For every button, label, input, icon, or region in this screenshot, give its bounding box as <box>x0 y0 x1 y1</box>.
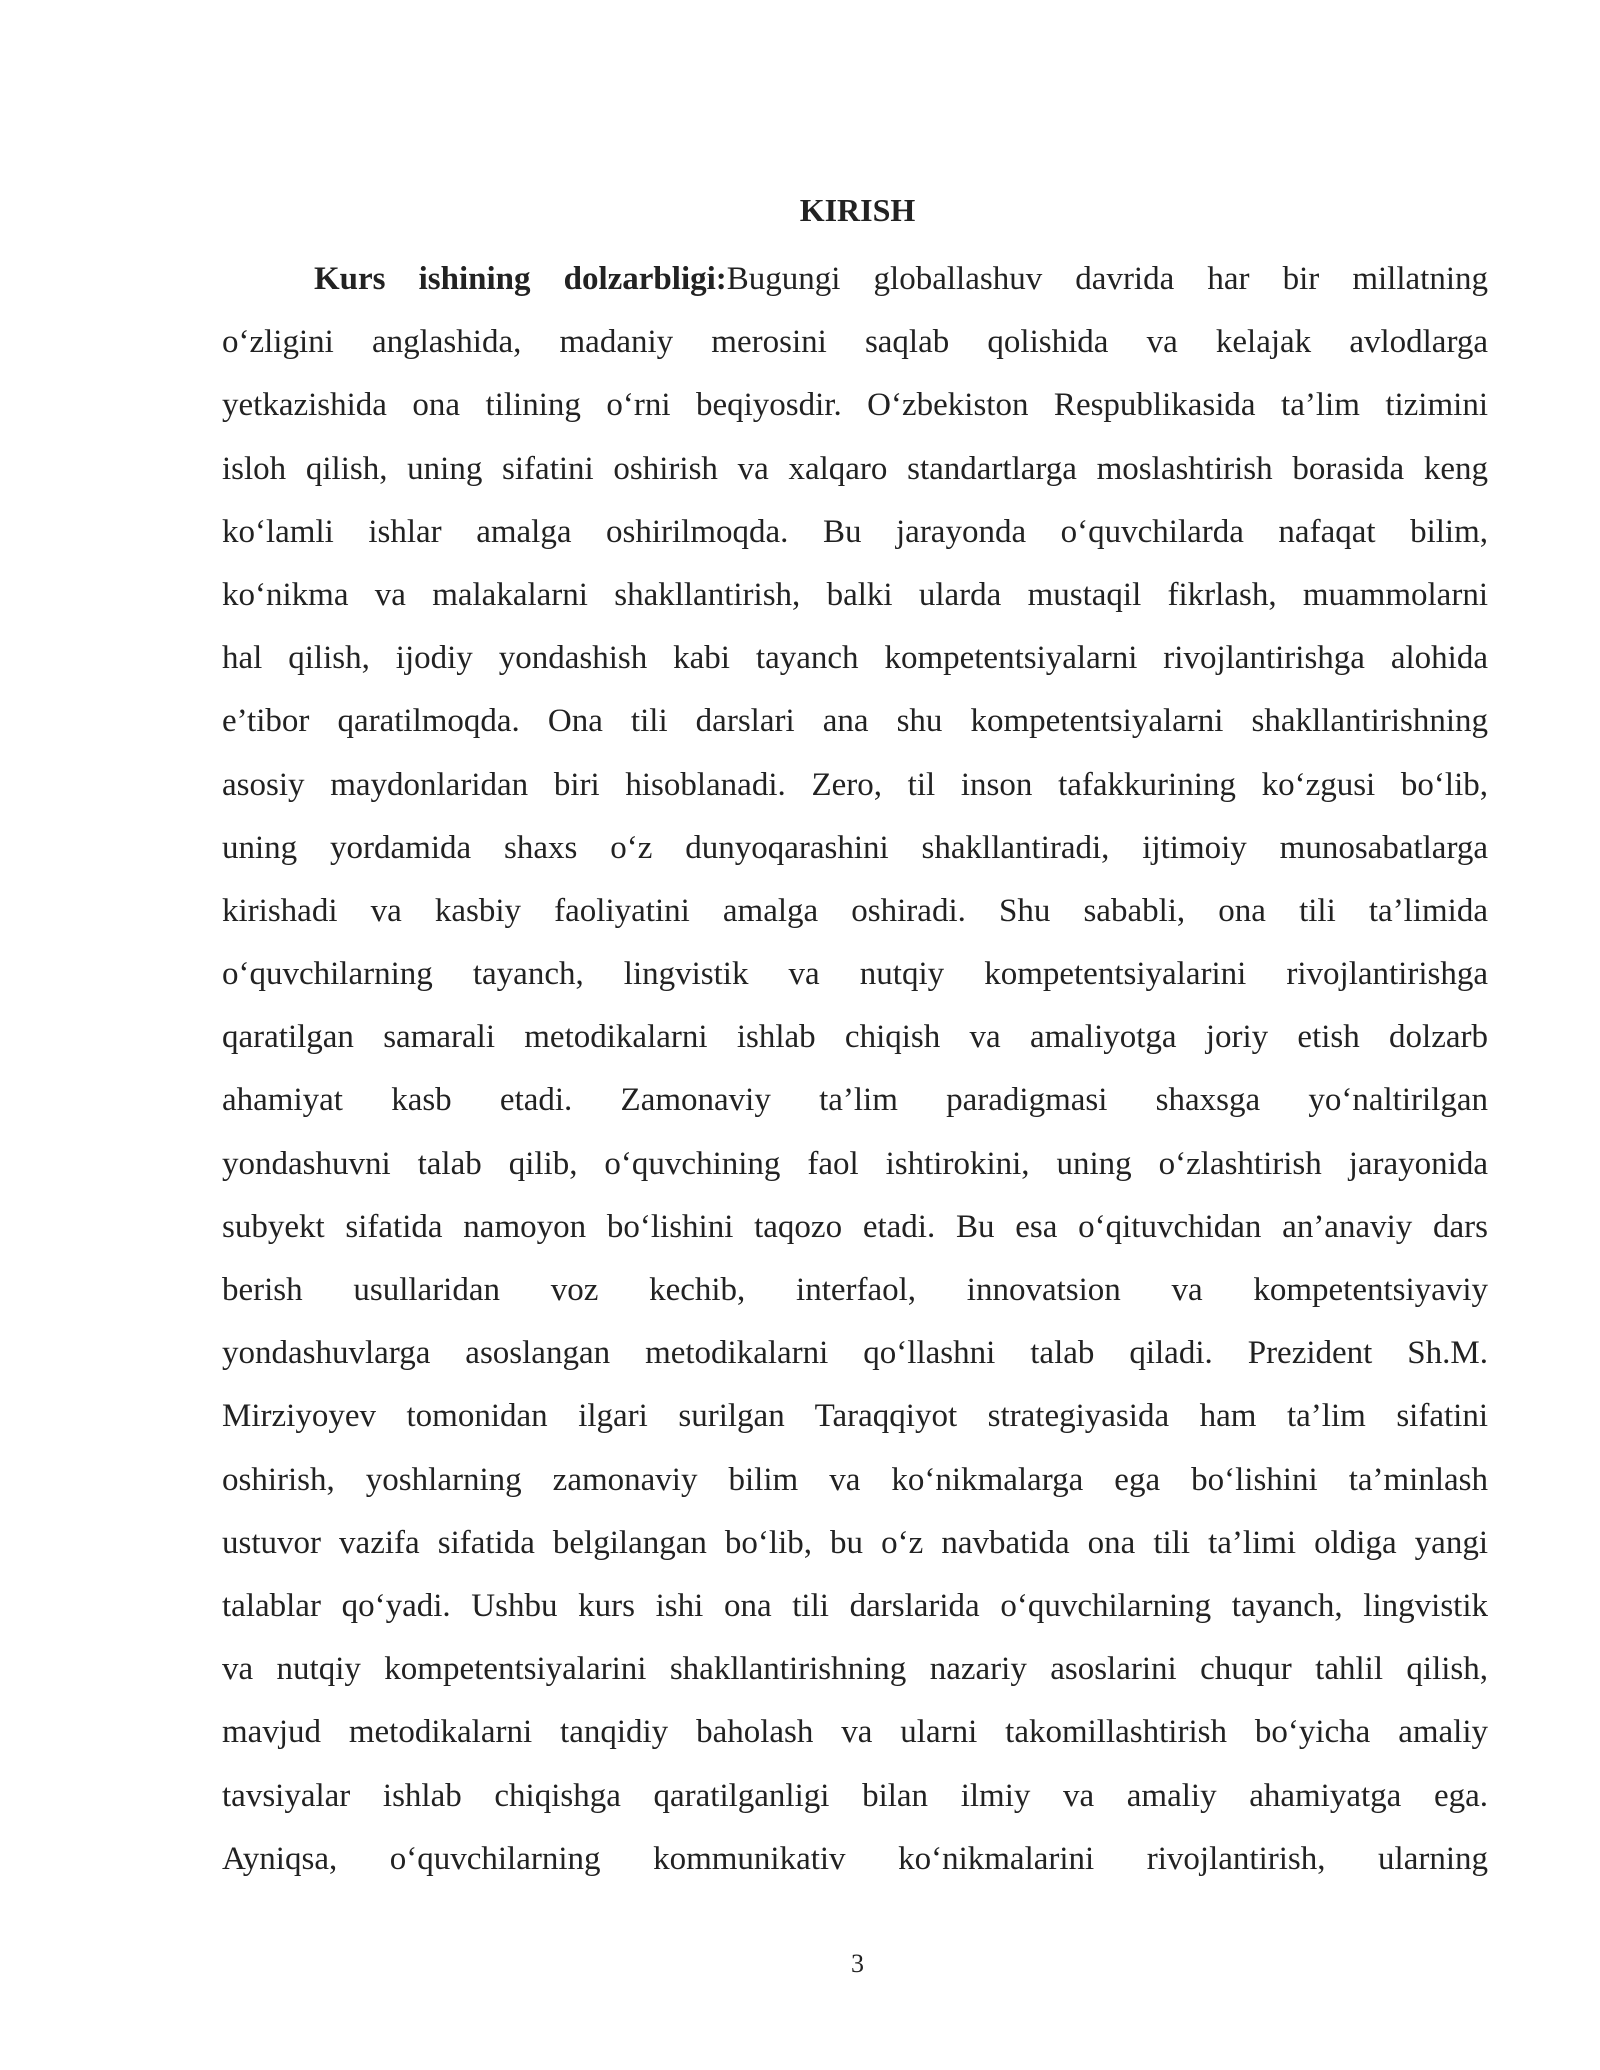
body-paragraph <box>222 248 1488 1891</box>
paragraph-line: berish usullaridan voz kechib, interfaol, innovatsion va kompetentsiyaviy <box>222 1272 1488 1308</box>
paragraph-line: asosiy maydonlaridan biri hisoblanadi. Zero, til inson tafakkurining ko‘zgusi bo‘lib, <box>222 766 1488 803</box>
paragraph-line <box>222 248 1488 311</box>
paragraph-line: mavjud metodikalarni tanqidiy baholash va ularni takomillashtirish bo‘yicha amaliy <box>222 1714 1488 1751</box>
paragraph-line-text: Bugungi globallashuv davrida har bir millatning <box>726 261 1488 297</box>
paragraph-line: ustuvor vazifa sifatida belgilangan bo‘lib, bu o‘z navbatida ona tili ta’limi oldiga yangi <box>222 1524 1488 1561</box>
paragraph-line: ko‘nikma va malakalarni shakllantirish, balki ularda mustaqil fikrlash, muammolarni <box>222 576 1488 613</box>
paragraph-line: talablar qo‘yadi. Ushbu kurs ishi ona tili darslarida o‘quvchilarning tayanch, lingvistik <box>222 1587 1488 1624</box>
paragraph-line: o‘quvchilarning tayanch, lingvistik va nutqiy kompetentsiyalarini rivojlantirishga <box>222 956 1488 993</box>
paragraph-line: va nutqiy kompetentsiyalarini shakllantirishning nazariy asoslarini chuqur tahlil qilish, <box>222 1651 1488 1688</box>
paragraph-line: yondashuvni talab qilib, o‘quvchining faol ishtirokini, uning o‘zlashtirish jarayonida <box>222 1145 1488 1182</box>
paragraph-line: ko‘lamli ishlar amalga oshirilmoqda. Bu jarayonda o‘quvchilarda nafaqat bilim, <box>222 513 1488 550</box>
paragraph-line: isloh qilish, uning sifatini oshirish va xalqaro standartlarga moslashtirish borasida keng <box>222 450 1488 487</box>
paragraph-line: Mirziyoyev tomonidan ilgari surilgan Taraqqiyot strategiyasida ham ta’lim sifatini <box>222 1398 1488 1435</box>
paragraph-line: hal qilish, ijodiy yondashish kabi tayanch kompetentsiyalarni rivojlantirishga alohida <box>222 640 1488 677</box>
paragraph-line: yetkazishida ona tilining o‘rni beqiyosdir. O‘zbekiston Respublikasida ta’lim tizimini <box>222 387 1488 424</box>
paragraph-line: Ayniqsa, o‘quvchilarning kommunikativ ko‘nikmalarini rivojlantirish, ularning <box>222 1840 1488 1877</box>
paragraph-line: subyekt sifatida namoyon bo‘lishini taqozo etadi. Bu esa o‘qituvchidan an’anaviy dars <box>222 1208 1488 1245</box>
page-number: 3 <box>851 1949 864 1978</box>
paragraph-line: oshirish, yoshlarning zamonaviy bilim va ko‘nikmalarga ega bo‘lishini ta’minlash <box>222 1461 1488 1498</box>
section-heading: KIRISH <box>799 192 916 228</box>
paragraph-line: kirishadi va kasbiy faoliyatini amalga oshiradi. Shu sababli, ona tili ta’limida <box>222 892 1488 929</box>
paragraph-line: ahamiyat kasb etadi. Zamonaviy ta’lim paradigmasi shaxsga yo‘naltirilgan <box>222 1082 1488 1119</box>
paragraph-line: uning yordamida shaxs o‘z dunyoqarashini shakllantiradi, ijtimoiy munosabatlarga <box>222 829 1488 866</box>
paragraph-line: tavsiyalar ishlab chiqishga qaratilganligi bilan ilmiy va amaliy ahamiyatga ega. <box>222 1777 1488 1814</box>
paragraph-line: qaratilgan samarali metodikalarni ishlab chiqish va amaliyotga joriy etish dolzarb <box>222 1019 1488 1056</box>
lead-label: Kurs ishining dolzarbligi: <box>314 261 727 297</box>
paragraph-line: e’tibor qaratilmoqda. Ona tili darslari ana shu kompetentsiyalarni shakllantirishning <box>222 703 1488 740</box>
paragraph-line: yondashuvlarga asoslangan metodikalarni qo‘llashni talab qiladi. Prezident Sh.M. <box>222 1335 1488 1372</box>
paragraph-line: o‘zligini anglashida, madaniy merosini saqlab qolishida va kelajak avlodlarga <box>222 324 1488 361</box>
